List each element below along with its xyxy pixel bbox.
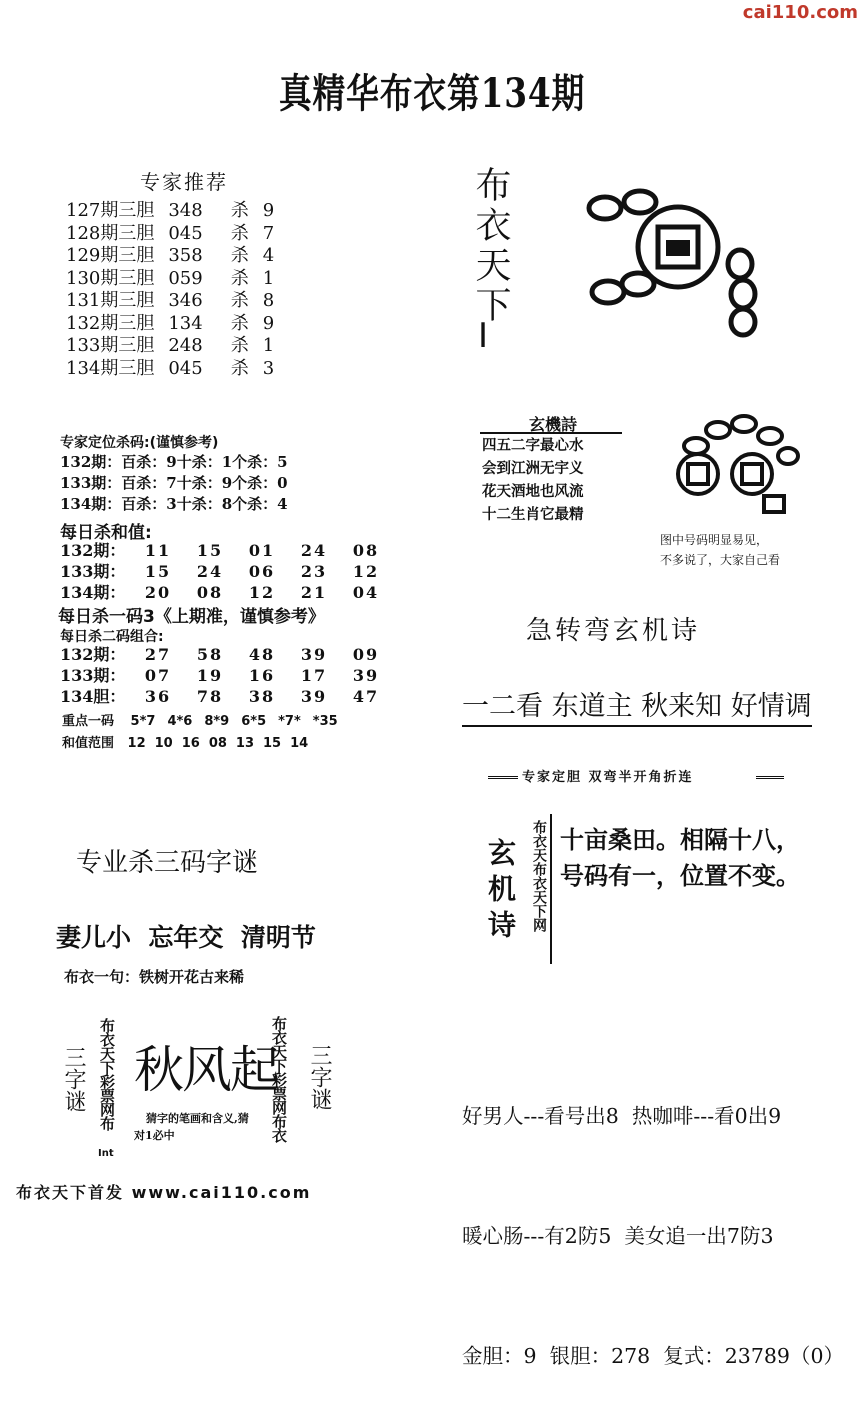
expert-period: 129期三胆 <box>66 245 155 266</box>
daily-two-row-value: 47 <box>352 687 380 706</box>
position-kill-list <box>60 452 288 515</box>
key-code-value: *35 <box>312 714 338 729</box>
divider-left <box>488 776 518 779</box>
key-code-value: 6*5 <box>241 714 267 729</box>
expert-kill: 9 <box>262 312 275 334</box>
daily-two-row-value: 38 <box>248 687 276 706</box>
expert-kill: 4 <box>262 245 275 266</box>
riddle-heading: 专业杀三码字谜 <box>76 848 259 878</box>
sum-range-value: 16 <box>181 736 200 751</box>
position-kill-row: 132期：百杀：9十杀：1个杀：5 <box>60 453 288 471</box>
expert-period: 128期三胆 <box>66 222 155 244</box>
key-code-values <box>119 714 338 729</box>
daily-sum-row-value: 12 <box>248 583 276 602</box>
xuanji-poem-heading: 玄機詩 <box>528 415 577 434</box>
expert-kill: 8 <box>262 290 275 311</box>
sum-range-value: 15 <box>263 736 282 751</box>
sum-range-values <box>119 736 309 751</box>
riddle-brand-tail: Int <box>98 1148 114 1159</box>
daily-sum-row-value: 24 <box>300 541 328 560</box>
key-code-value: *7* <box>278 714 301 729</box>
daily-sum-row-value: 12 <box>352 562 380 581</box>
coin-chain-illustration <box>580 182 780 342</box>
expert-row <box>66 200 274 223</box>
sum-range-row <box>62 732 308 751</box>
expert-kill-label: 杀 <box>230 200 249 221</box>
xuanji2-text-1: 十亩桑田。相隔十八， <box>560 826 800 854</box>
xuanji2-text-2: 号码有一，位置不变。 <box>560 862 800 890</box>
daily-two-row-label: 134胆： <box>60 687 126 706</box>
position-kill-row: 133期：百杀：7十杀：9个杀：0 <box>60 474 288 492</box>
position-kill-row: 134期：百杀：3十杀：8个杀：4 <box>60 495 288 513</box>
daily-sum-row-value: 20 <box>144 583 172 602</box>
expert-heading: 专家推荐 <box>140 170 228 194</box>
expert-kill-label: 杀 <box>230 222 249 244</box>
jizhuan-line: 一二看 东道主 秋来知 好情调 <box>462 684 812 727</box>
expert-kill-label: 杀 <box>230 335 249 356</box>
divider-right <box>756 776 784 779</box>
daily-sum-row-value: 04 <box>352 583 380 602</box>
riddle-one-line: 布衣一句：铁树开花古来稀 <box>64 968 245 986</box>
expert-nums: 248 <box>168 335 203 356</box>
xuanji-poem-line: 花天酒地也风流 <box>482 483 584 500</box>
key-code-value: 8*9 <box>204 714 230 729</box>
daily-sum-row-label: 133期： <box>60 562 126 581</box>
sum-range-value: 12 <box>127 736 146 751</box>
expert-period: 130期三胆 <box>66 267 155 289</box>
riddle-brand-vertical-right: 布衣天下彩票网布衣 <box>270 1016 288 1142</box>
riddle-left-vertical: 三字谜 <box>61 1046 86 1112</box>
hint-line: 暖心肠---有2防5 美女追一出7防3 <box>462 1224 774 1248</box>
daily-sum-row-value: 06 <box>248 562 276 581</box>
daily-two-row-label: 133期： <box>60 666 126 685</box>
daily-sum-heading: 每日杀和值: <box>60 523 152 543</box>
xuanji2-label-vertical: 玄机诗 <box>484 838 517 946</box>
daily-two-row-value: 17 <box>300 666 328 685</box>
expert-dan-bar <box>488 766 784 788</box>
xuanji2-brand-vertical: 布衣天布衣天下网 <box>531 820 547 932</box>
image-caption <box>660 530 780 570</box>
riddle-brand-vertical-left: 布衣天下彩票网布 <box>98 1018 116 1130</box>
hint-line: 金胆：9 银胆：278 复式：23789（0） <box>462 1344 844 1368</box>
xuanji-poem-body <box>480 432 622 526</box>
coin-necklace-illustration <box>660 412 810 524</box>
daily-sum-row-value: 08 <box>352 541 380 560</box>
daily-sum-row <box>60 540 392 561</box>
expert-row <box>66 335 274 358</box>
position-kill-heading: 专家定位杀码:(谨慎参考) <box>60 435 219 451</box>
expert-period: 127期三胆 <box>66 200 155 221</box>
xuanji-poem-line: 会到江洲无宇义 <box>482 460 584 477</box>
expert-row <box>66 268 274 291</box>
daily-two-row-value: 09 <box>352 645 380 664</box>
riddle-hint-2: 对1必中 <box>134 1129 175 1142</box>
daily-two-row-value: 27 <box>144 645 172 664</box>
footer-text: 布衣天下首发 www.cai110.com <box>16 1183 312 1202</box>
page-title: 真精华布衣第134期 <box>278 70 586 117</box>
daily-sum-row-value: 11 <box>144 541 172 560</box>
expert-period: 133期三胆 <box>66 335 155 356</box>
daily-sum-row-value: 24 <box>196 562 224 581</box>
expert-kill-label: 杀 <box>230 267 249 289</box>
daily-two-row-value: 58 <box>196 645 224 664</box>
daily-sum-row-value: 15 <box>196 541 224 560</box>
daily-two-row-value: 48 <box>248 645 276 664</box>
key-code-label: 重点一码 <box>62 714 115 729</box>
brand-roman: I <box>478 316 489 356</box>
daily-two-row-value: 36 <box>144 687 172 706</box>
daily-two-row-value: 39 <box>352 666 380 685</box>
key-code-value: 4*6 <box>167 714 193 729</box>
expert-kill-label: 杀 <box>230 357 249 379</box>
daily-two-row <box>60 686 392 707</box>
daily-sum-row-value: 23 <box>300 562 328 581</box>
key-code-value: 5*7 <box>130 714 156 729</box>
expert-period: 132期三胆 <box>66 312 155 334</box>
xuanji2-divider <box>550 814 552 964</box>
image-caption-line: 不多说了，大家自己看 <box>660 553 781 567</box>
sum-range-value: 10 <box>154 736 173 751</box>
expert-kill: 3 <box>262 357 275 379</box>
expert-row <box>66 245 274 268</box>
expert-row <box>66 313 274 336</box>
expert-kill: 7 <box>262 222 275 244</box>
daily-two-row <box>60 644 392 665</box>
daily-two-row-value: 39 <box>300 687 328 706</box>
expert-table <box>66 200 274 380</box>
daily-sum-row-value: 08 <box>196 583 224 602</box>
expert-nums: 346 <box>168 290 203 311</box>
daily-sum-row <box>60 561 392 582</box>
brand-vertical: 布衣天下 <box>470 166 511 326</box>
riddle-hint-1: 猜字的笔画和含义,猜 <box>146 1112 249 1125</box>
sum-range-value: 08 <box>208 736 227 751</box>
daily-two-list <box>60 644 392 707</box>
daily-two-row-value: 19 <box>196 666 224 685</box>
daily-sum-row <box>60 582 392 603</box>
daily-sum-list <box>60 540 392 603</box>
expert-nums: 045 <box>168 357 203 379</box>
sum-range-value: 13 <box>235 736 255 751</box>
expert-nums: 045 <box>168 222 203 244</box>
expert-kill-label: 杀 <box>230 290 249 311</box>
expert-kill: 1 <box>262 335 275 356</box>
expert-nums: 358 <box>168 245 203 266</box>
sum-range-value: 14 <box>290 736 309 751</box>
daily-two-row <box>60 665 392 686</box>
daily-sum-row-value: 15 <box>144 562 172 581</box>
image-caption-line: 图中号码明显易见， <box>660 533 769 547</box>
riddle-big-text: 秋风起 <box>134 1041 278 1099</box>
expert-row <box>66 223 274 246</box>
expert-kill-label: 杀 <box>230 245 249 266</box>
hint-list <box>462 1016 844 1416</box>
daily-two-row-value: 39 <box>300 645 328 664</box>
daily-sum-row-label: 134期： <box>60 583 126 602</box>
expert-kill-label: 杀 <box>230 312 249 334</box>
expert-row <box>66 358 274 381</box>
riddle-right-vertical: 三字谜 <box>307 1044 332 1110</box>
daily-one: 每日杀一码3《上期准，谨慎参考》 <box>58 607 325 627</box>
site-badge: cai110.com <box>742 2 858 23</box>
expert-row <box>66 290 274 313</box>
expert-kill: 1 <box>262 267 275 289</box>
daily-two-row-value: 78 <box>196 687 224 706</box>
expert-nums: 348 <box>168 200 203 221</box>
expert-dan-text: 专家定胆 双弯半开角折连 <box>522 770 694 785</box>
expert-nums: 059 <box>168 267 203 289</box>
daily-two-heading: 每日杀二码组合: <box>60 629 164 645</box>
daily-two-row-label: 132期： <box>60 645 126 664</box>
jizhuan-heading: 急转弯玄机诗 <box>526 616 701 646</box>
daily-two-row-value: 07 <box>144 666 172 685</box>
daily-sum-row-label: 132期： <box>60 541 126 560</box>
hint-line: 好男人---看号出8 热咖啡---看0出9 <box>462 1104 782 1128</box>
riddle-words: 妻儿小 忘年交 清明节 <box>56 923 316 952</box>
xuanji-poem-line: 十二生肖它最精 <box>482 506 584 523</box>
daily-sum-row-value: 21 <box>300 583 328 602</box>
daily-two-row-value: 16 <box>248 666 276 685</box>
expert-period: 134期三胆 <box>66 357 155 379</box>
expert-kill: 9 <box>262 200 275 221</box>
expert-period: 131期三胆 <box>66 290 155 311</box>
sum-range-label: 和值范围 <box>62 736 115 751</box>
expert-nums: 134 <box>168 312 203 334</box>
key-code-row <box>62 710 338 729</box>
daily-sum-row-value: 01 <box>248 541 276 560</box>
xuanji-poem-line: 四五二字最心水 <box>482 437 584 454</box>
